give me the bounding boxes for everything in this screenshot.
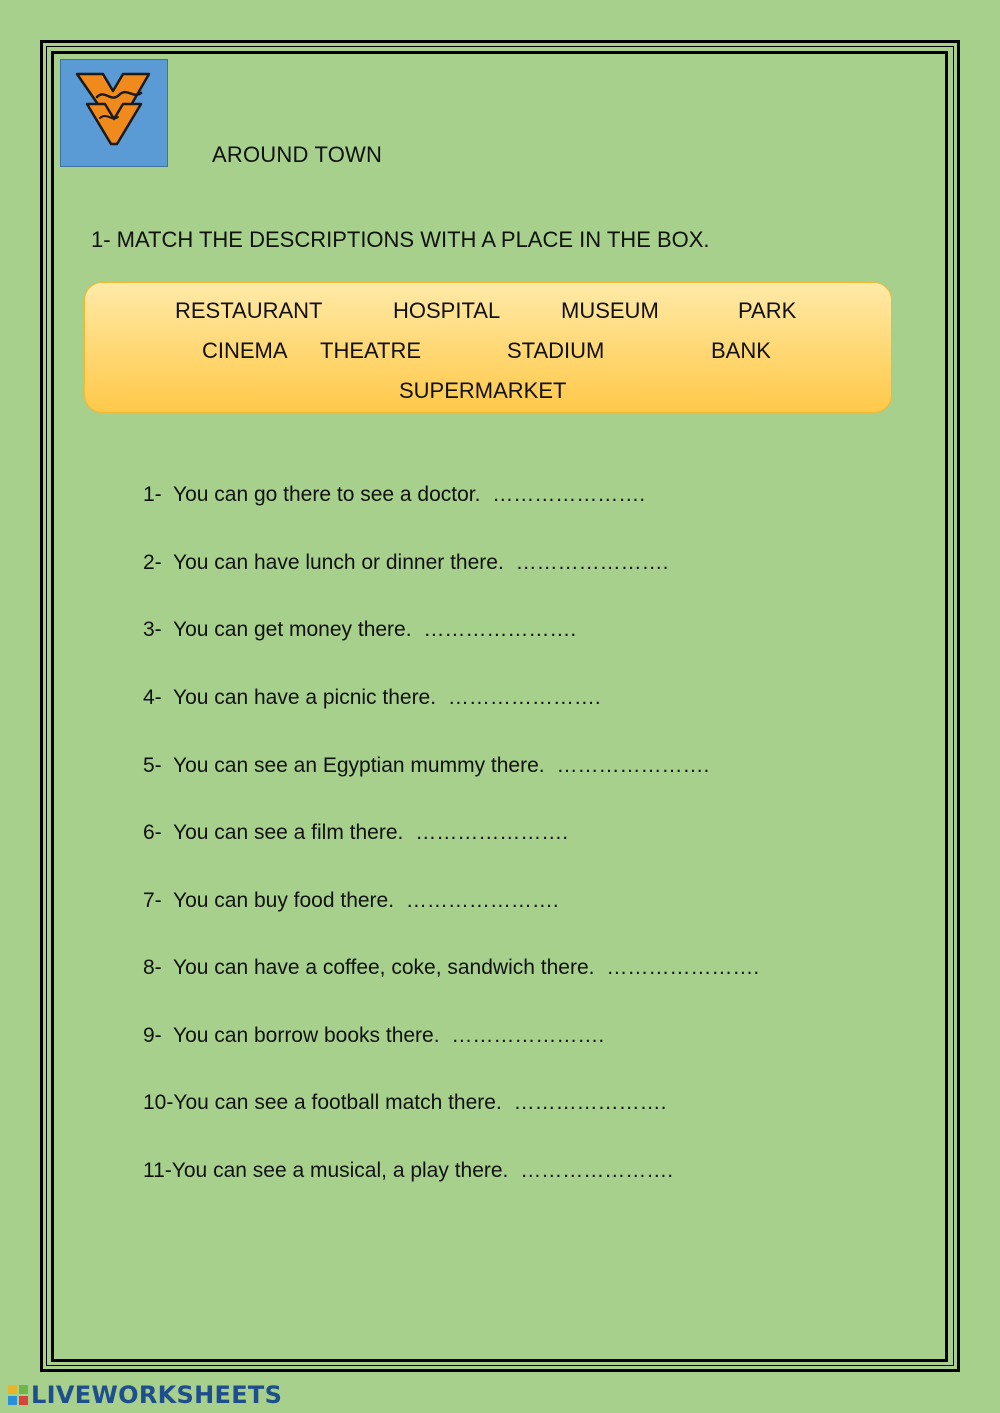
liveworksheets-logo-icon [8, 1385, 28, 1405]
answer-blank[interactable]: …………………. [556, 754, 710, 777]
answer-blank[interactable]: …………………. [606, 956, 760, 979]
question-text: You can have lunch or dinner there. [173, 551, 504, 574]
word-bank-item: THEATRE [320, 338, 422, 363]
word-bank-item: HOSPITAL [393, 298, 501, 323]
question-text: You can borrow books there. [173, 1024, 440, 1047]
answer-blank[interactable]: …………………. [513, 1091, 667, 1114]
question-number: 9- [143, 1024, 162, 1047]
question-number: 6- [143, 821, 162, 844]
word-bank-box [84, 282, 892, 413]
question-number: 11- [143, 1159, 172, 1182]
question-item [143, 1091, 667, 1115]
question-text: You can see a film there. [173, 821, 404, 844]
answer-blank[interactable]: …………………. [492, 483, 646, 506]
question-item [143, 821, 568, 845]
question-number: 8- [143, 956, 162, 979]
question-text: You can have a picnic there. [173, 686, 437, 709]
question-item [143, 618, 576, 642]
question-number: 7- [143, 889, 162, 912]
question-number: 3- [143, 618, 162, 641]
answer-blank[interactable]: …………………. [520, 1159, 674, 1182]
answer-blank[interactable]: …………………. [451, 1024, 605, 1047]
question-item [143, 1024, 604, 1048]
word-bank-item: SUPERMARKET [399, 378, 567, 403]
question-number: 4- [143, 686, 162, 709]
worksheet-title: AROUND TOWN [212, 142, 383, 167]
question-item [143, 1159, 673, 1183]
wv-logo-icon [60, 59, 168, 167]
answer-blank[interactable]: …………………. [423, 618, 577, 641]
liveworksheets-brand[interactable] [8, 1381, 282, 1409]
question-text: You can see a musical, a play there. [171, 1159, 509, 1182]
wv-logo-graphic [61, 60, 167, 166]
answer-blank[interactable]: …………………. [415, 821, 569, 844]
question-text: You can buy food there. [173, 889, 395, 912]
question-text: You can have a coffee, coke, sandwich there. [173, 956, 595, 979]
question-text: You can see an Egyptian mummy there. [173, 754, 545, 777]
question-text: You can get money there. [173, 618, 412, 641]
question-number: 10- [143, 1091, 174, 1114]
question-item [143, 686, 601, 710]
question-number: 5- [143, 754, 162, 777]
question-item [143, 889, 559, 913]
answer-blank[interactable]: …………………. [405, 889, 559, 912]
question-item [143, 754, 709, 778]
exercise-instruction: 1- MATCH THE DESCRIPTIONS WITH A PLACE IN THE BOX. [91, 227, 710, 252]
brand-name: LIVEWORKSHEETS [31, 1381, 283, 1409]
question-text: You can go there to see a doctor. [173, 483, 481, 506]
word-bank-item: BANK [711, 338, 771, 363]
question-item [143, 956, 759, 980]
word-bank-item: RESTAURANT [175, 298, 323, 323]
question-item [143, 483, 645, 507]
word-bank-item: STADIUM [507, 338, 605, 363]
answer-blank[interactable]: …………………. [447, 686, 601, 709]
word-bank-item: PARK [738, 298, 797, 323]
question-item [143, 551, 668, 575]
question-number: 1- [143, 483, 162, 506]
question-text: You can see a football match there. [173, 1091, 502, 1114]
word-bank-item: CINEMA [202, 338, 288, 363]
question-number: 2- [143, 551, 162, 574]
answer-blank[interactable]: …………………. [515, 551, 669, 574]
word-bank-item: MUSEUM [561, 298, 659, 323]
